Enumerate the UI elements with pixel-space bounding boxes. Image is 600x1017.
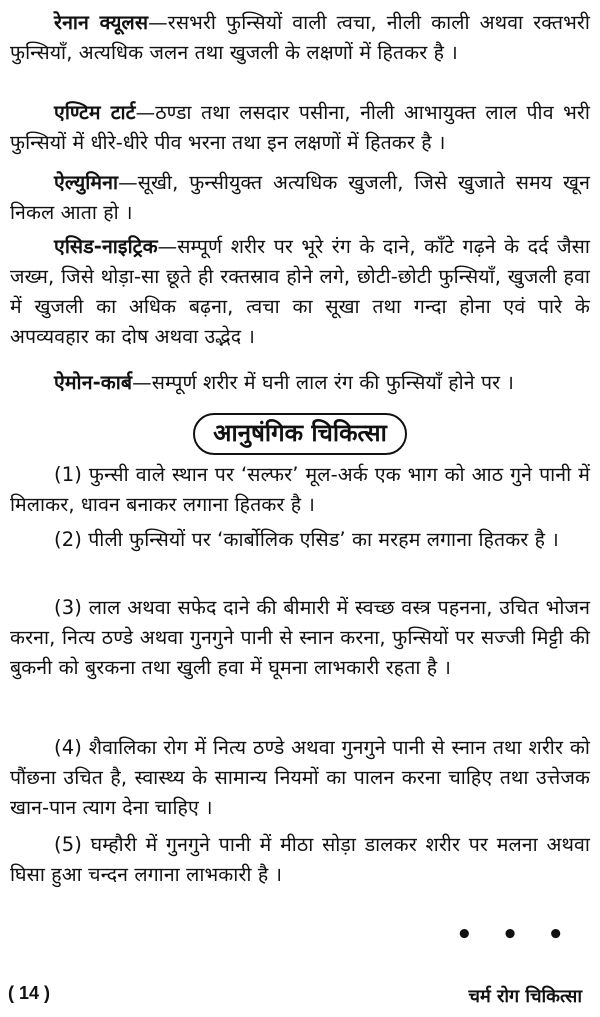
remedy-item: (4) शैवालिका रोग में नित्य ठण्डे अथवा गुनगुने पानी से स्नान तथा शरीर को पौंछना उचित है, स्वास्थ्य के सामान्य नियमों का पालन करना चाहिए तथा उत्तेजक खान-पान त्याग देना चाहिए । [10,736,590,819]
entry-text: —सूखी, फुन्सीयुक्त अत्यधिक खुजली, जिसे खुजाते समय खून निकल आता हो । [10,171,590,224]
entry-text: —सम्पूर्ण शरीर पर भूरे रंग के दाने, काँटे गढ़ने के दर्द जैसा जख्म, जिसे थोड़ा-सा छूते ही रक्तस्राव होने लगे, छोटी-छोटी फुन्सियाँ, खुजली हवा में खुजली का अधिक बढ़ना, त्वचा का सूखा तथा गन्दा होना एवं पारे के अपव्यवहार का दोष अथवा उद्भेद । [10,235,590,348]
entry-term: ऐमोन-कार्ब [54,371,133,394]
remedy-item: (5) घम्हौरी में गुनगुने पानी में मीठा सोड़ा डालकर शरीर पर मलना अथवा घिसा हुआ चन्दन लगाना लाभकारी है । [10,833,590,886]
entry-amon-carb [10,368,590,398]
entry-alumina [10,168,590,228]
entry-acid-nitric [10,232,590,352]
entry-text: —सम्पूर्ण शरीर में घनी लाल रंग की फुन्सियाँ होने पर । [132,371,515,394]
remedy-item: (3) लाल अथवा सफेद दाने की बीमारी में स्वच्छ वस्त्र पहनना, उचित भोजन करना, नित्य ठण्डे अथवा गुनगुने पानी से स्नान करना, फुन्सियों पर सज्जी मिट्टी की बुकनी को बुरकना तथा खुली हवा में घूमना लाभकारी रहता है । [10,596,590,679]
entry-antim-tart [10,98,590,158]
remedy-item: (1) फुन्सी वाले स्थान पर ‘सल्फर’ मूल-अर्क एक भाग को आठ गुने पानी में मिलाकर, धावन बनाकर लगाना हितकर है । [10,463,590,516]
entry-text: —ठण्डा तथा लसदार पसीना, नीली आभायुक्त लाल पीव भरी फुन्सियों में धीरे-धीरे पीव भरना तथा इन लक्षणों में हितकर है । [10,101,591,154]
entry-renan-kyulas [10,8,590,68]
running-footer-title: चर्म रोग चिकित्सा [468,986,582,1007]
section-heading-wrap [0,413,600,457]
entry-term: एसिड-नाइट्रिक [54,235,158,258]
section-heading: आनुषंगिक चिकित्सा [193,413,407,455]
entry-term: ऐल्युमिना [54,171,119,194]
section-end-dots: • • • [456,920,574,950]
page-number: ( 14 ) [8,983,51,1003]
entry-term: रेनान क्यूलस [54,11,149,34]
entry-text: —रसभरी फुन्सियों वाली त्वचा, नीली काली अथवा रक्तभरी फुन्सियाँ, अत्यधिक जलन तथा खुजली के लक्षणों में हितकर है । [10,11,591,64]
remedy-item: (2) पीली फुन्सियों पर ‘कार्बोलिक एसिड’ का मरहम लगाना हितकर है । [54,528,559,551]
entry-term: एण्टिम टार्ट [54,101,136,124]
